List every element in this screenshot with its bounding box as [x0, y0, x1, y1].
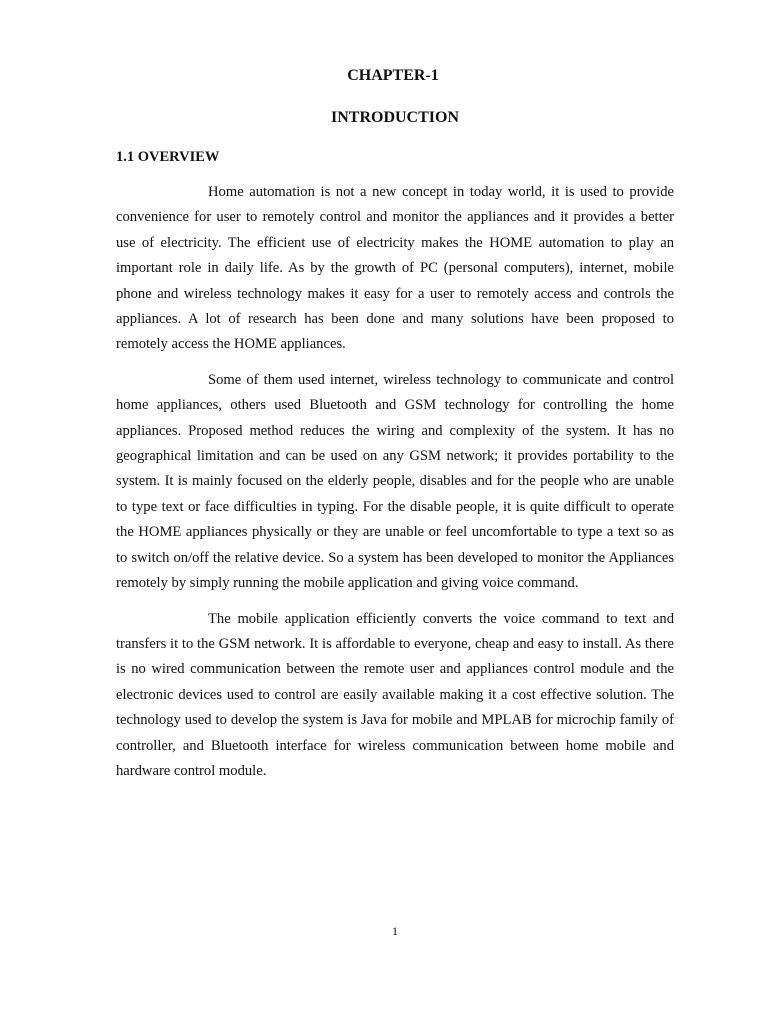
- paragraph-1: Home automation is not a new concept in today world, it is used to provide convenience for user to remotely control and monitor the appliances and it provides a better use of electricity. The efficient use of electricity makes the HOME automation to play an important role in daily life. As by the growth of PC (personal computers), internet, mobile phone and wireless technology makes it easy for a user to remotely access and controls the appliances. A lot of research has been done and many solutions have been proposed to remotely access the HOME appliances.: [116, 184, 674, 353]
- page-title: INTRODUCTION: [330, 109, 459, 126]
- section-heading: 1.1 OVERVIEW: [116, 149, 220, 165]
- chapter-label: CHAPTER-1: [347, 67, 439, 84]
- page-number: 1: [392, 924, 398, 938]
- body-text: [116, 180, 674, 794]
- paragraph-3: The mobile application efficiently converts the voice command to text and transfers it to the GSM network. It is affordable to everyone, cheap and easy to install. As there is no wired communication between the remote user and appliances control module and the electronic devices used to control are easily available making it a cost effective solution. The technology used to develop the system is Java for mobile and MPLAB for microchip family of controller, and Bluetooth interface for wireless communication between home mobile and hardware control module.: [116, 610, 674, 779]
- paragraph-2: Some of them used internet, wireless technology to communicate and control home appliances, others used Bluetooth and GSM technology for controlling the home appliances. Proposed method reduces the wiring and complexity of the system. It has no geographical limitation and can be used on any GSM network; it provides portability to the system. It is mainly focused on the elderly people, disables and for the people who are unable to type text or face difficulties in typing. For the disable people, it is quite difficult to operate the HOME appliances physically or they are unable or feel uncomfortable to type a text so as to switch on/off the relative device. So a system has been developed to monitor the Appliances remotely by simply running the mobile application and giving voice command.: [116, 371, 674, 592]
